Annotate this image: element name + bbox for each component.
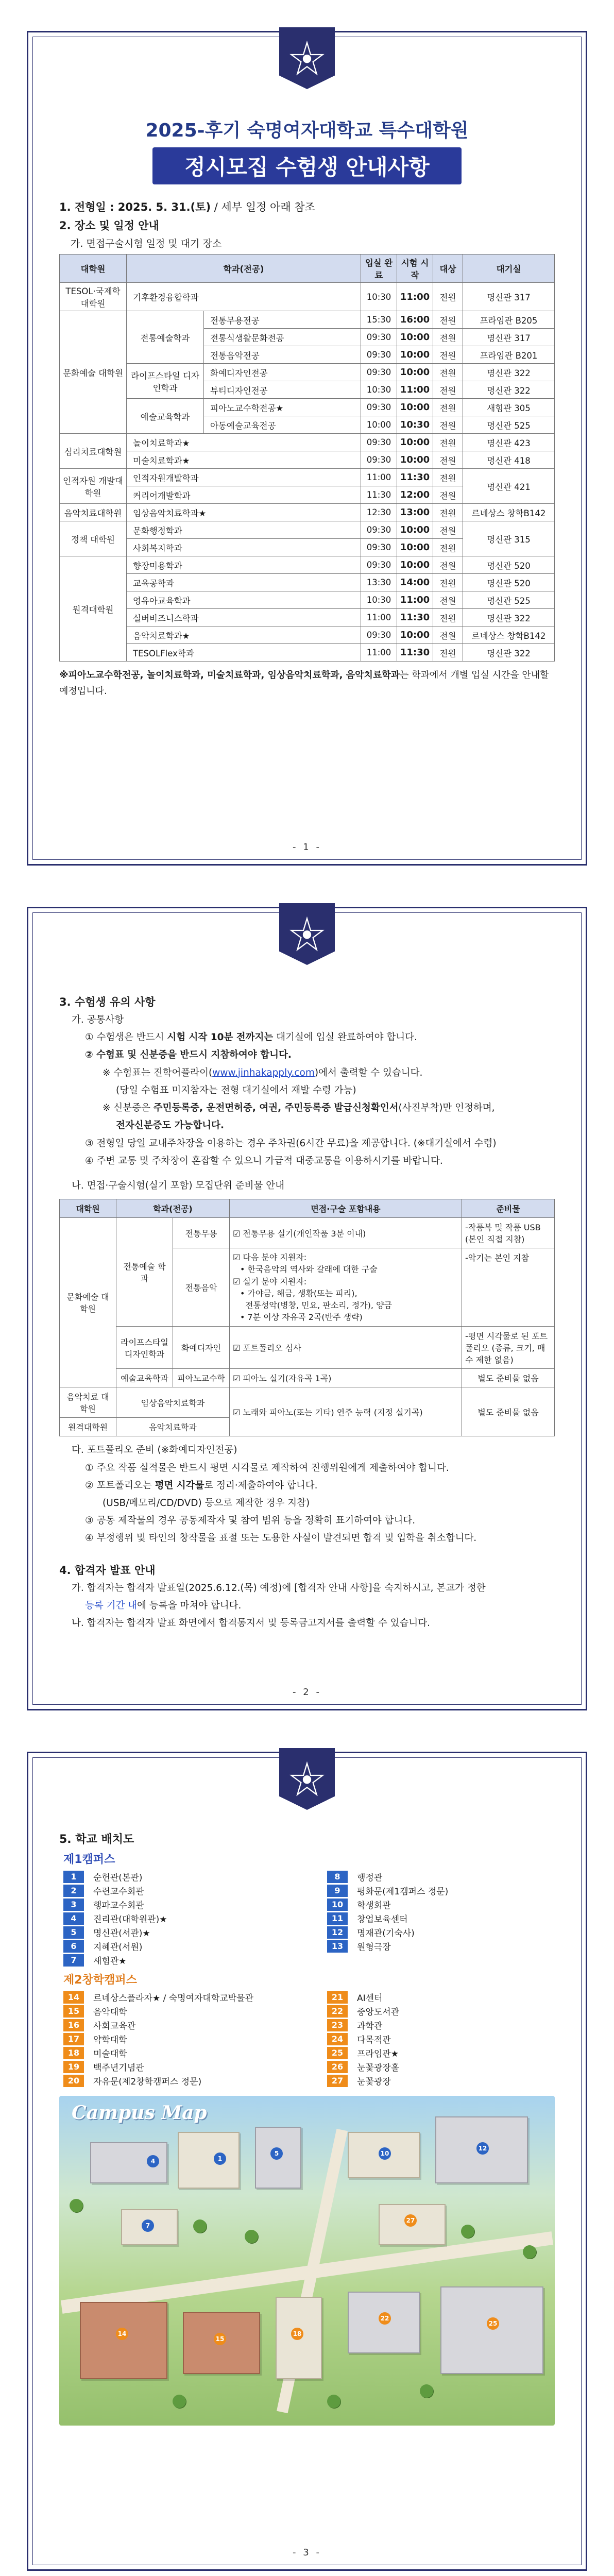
building-number-badge: 16 [63, 2019, 84, 2031]
building-number-badge: 26 [327, 2061, 348, 2073]
portfolio-note-3: ③ 공동 제작물의 경우 공동제작자 및 참여 범위 등을 정확히 표기하여야 합니다. [85, 1515, 416, 1527]
building-name: 진리관(대학원관)★ [93, 1914, 167, 1925]
building-number-badge: 10 [327, 1899, 348, 1911]
building-name: AI센터 [357, 1993, 383, 2004]
map-marker-4[interactable]: 4 [147, 2155, 159, 2167]
table-row: 미술치료학과★ 09:30 10:00 전원 명신관 418 [60, 451, 555, 469]
col-start: 시험 시작 [397, 255, 433, 283]
building-number-badge: 3 [63, 1899, 84, 1911]
map-tree [420, 2384, 433, 2398]
prep-heading: 나. 면접·구술시험(실기 포함) 모집단위 준비물 안내 [72, 1180, 285, 1191]
table-row: 사회복지학과 09:30 10:00 전원 [60, 539, 555, 556]
table-row: 전통음악 ☑ 다음 분야 지원자: • 한국음악의 역사와 갈래에 대한 구술 ☑ 실기 분야 지원자: • 가야금, 해금, 생황(또는 피리), 전통성악(병창, 민요, 판소리, 정가), 양금 • 7분 이상 자유곡 2곡(반주 생략) -악기는 본인 지참 [60, 1248, 555, 1327]
building-name: 수련교수회관 [93, 1887, 144, 1897]
table-row: 뷰티디자인전공 10:30 11:00 전원 명신관 322 [60, 381, 555, 399]
building-list-item [63, 1953, 291, 1967]
map-marker-25[interactable]: 25 [487, 2317, 499, 2330]
building-list-item [63, 1884, 291, 1897]
common-notes-heading: 가. 공통사항 [72, 1014, 124, 1025]
table-row: TESOL·국제학 대학원 기후환경융합학과 10:30 11:00 전원 명신관 317 [60, 283, 555, 311]
note-3: ③ 전형일 당일 교내주차장을 이용하는 경우 주차권(6시간 무료)을 제공합니다. (※대기실에서 수령) [85, 1138, 497, 1149]
building-number-badge: 18 [63, 2047, 84, 2059]
building-list-item [327, 2060, 555, 2074]
campus-map [59, 2096, 555, 2426]
col-waiting-room: 대기실 [463, 255, 555, 283]
table-row: 전통식생활문화전공 09:30 10:00 전원 명신관 317 [60, 329, 555, 346]
building-name: 르네상스플라자★ / 숙명여자대학교박물관 [93, 1993, 253, 2004]
building-number-badge: 13 [327, 1940, 348, 1953]
table-row: 음악치료대학원 임상음악치료학과★ 12:30 13:00 전원 르네상스 창학B142 [60, 504, 555, 521]
map-marker-1[interactable]: 1 [214, 2153, 226, 2165]
building-list-item [327, 2018, 555, 2032]
table-row: 음악치료 대학원 임상음악치료학과 ☑ 노래와 피아노(또는 기타) 연주 능력 (지정 실기곡) 별도 준비물 없음 [60, 1387, 555, 1418]
building-name: 미술대학 [93, 2049, 127, 2059]
jinhakapply-link[interactable]: www.jinhakapply.com [212, 1067, 315, 1078]
col-graduate-school: 대학원 [60, 255, 127, 283]
building-number-badge: 19 [63, 2061, 84, 2073]
map-building [80, 2302, 167, 2379]
map-tree [70, 2199, 83, 2212]
building-number-badge: 25 [327, 2047, 348, 2059]
map-marker-22[interactable]: 22 [379, 2312, 391, 2325]
results-note-1: 가. 합격자는 합격자 발표일(2025.6.12.(목) 예정)에 [합격자 안내 사항]을 숙지하시고, 본교가 정한 [72, 1582, 486, 1594]
results-note-1-cont: 등록 기간 내에 등록을 마쳐야 합니다. [85, 1600, 242, 1611]
building-name: 백주년기념관 [93, 2063, 144, 2073]
notes-heading: 3. 수험생 유의 사항 [59, 996, 156, 1008]
table-row: 영유아교육학과 10:30 11:00 전원 명신관 525 [60, 591, 555, 609]
map-tree [173, 2395, 186, 2408]
table-row: 정책 대학원 문화행정학과 09:30 10:00 전원 명신관 315 [60, 521, 555, 539]
building-name: 음악대학 [93, 2007, 127, 2018]
building-list-item [63, 1939, 291, 1953]
portfolio-heading: 다. 포트폴리오 준비 (※화예디자인전공) [72, 1445, 237, 1456]
schedule-footnote: ※피아노교수학전공, 놀이치료학과, 미술치료학과, 임상음악치료학과, 음악치료학과는 학과에서 개별 입실 시간을 안내할 예정입니다. [59, 670, 549, 697]
map-marker-14[interactable]: 14 [116, 2328, 128, 2340]
interview-schedule-subheading: 가. 면접구술시험 일정 및 대기 장소 [71, 238, 222, 249]
table-row: 아동예술교육전공 10:00 10:30 전원 명신관 525 [60, 416, 555, 434]
table-row: 교육공학과 13:30 14:00 전원 명신관 520 [60, 574, 555, 591]
building-number-badge: 27 [327, 2075, 348, 2087]
note-2-id: ※ 신분증은 주민등록증, 운전면허증, 여권, 주민등록증 발급신청확인서(사진부착)만 인정하며, [103, 1103, 495, 1114]
building-list-item [63, 2018, 291, 2032]
campus-map-title: Campus Map [72, 2102, 207, 2124]
building-number-badge: 14 [63, 1991, 84, 2004]
building-list-item [63, 2060, 291, 2074]
campus-1-heading: 제1캠퍼스 [63, 1853, 115, 1866]
place-schedule-heading: 2. 장소 및 일정 안내 [59, 219, 159, 232]
note-2-ticket-detail: (당일 수험표 미지참자는 전형 대기실에서 재발 수령 가능) [116, 1084, 356, 1096]
building-name: 지혜관(서원) [93, 1942, 143, 1953]
building-list-item [327, 2004, 555, 2018]
table-row: 문화예술 대학원 전통예술 학과 전통무용 ☑ 전통무용 실기(개인작품 3분 이내) -작품복 및 작품 USB (본인 직접 지참) [60, 1218, 555, 1248]
exam-date: 1. 전형일 : 2025. 5. 31.(토) / 세부 일정 아래 참조 [59, 201, 315, 213]
building-list-item [327, 1870, 555, 1884]
col-checkin: 입실 완료 [361, 255, 397, 283]
building-list-item [63, 2046, 291, 2060]
building-number-badge: 12 [327, 1926, 348, 1939]
note-2-ticket: ※ 수험표는 진학어플라이(www.jinhakapply.com)에서 출력할 수 있습니다. [103, 1067, 423, 1078]
campus-2-right-column [327, 1990, 555, 2088]
building-list-item [327, 2046, 555, 2060]
building-number-badge: 23 [327, 2019, 348, 2031]
building-number-badge: 22 [327, 2005, 348, 2018]
preparation-table [59, 1199, 555, 1436]
building-number-badge: 15 [63, 2005, 84, 2018]
building-name: 명신관(서관)★ [93, 1928, 150, 1939]
table-row: 라이프스타일 디자인학과 화예디자인 ☑ 포트폴리오 심사 -평면 시각물로 된 포트폴리오 (종류, 크기, 매수 제한 없음) [60, 1327, 555, 1369]
building-number-badge: 11 [327, 1912, 348, 1925]
building-name: 눈꽃광장홀 [357, 2063, 400, 2073]
map-tree [461, 2225, 474, 2238]
map-building [178, 2132, 240, 2189]
map-marker-15[interactable]: 15 [214, 2333, 226, 2345]
building-number-badge: 4 [63, 1912, 84, 1925]
university-emblem [279, 903, 335, 965]
building-number-badge: 9 [327, 1885, 348, 1897]
page-number: - 2 - [293, 1687, 321, 1698]
building-name: 명재관(기숙사) [357, 1928, 415, 1939]
building-list-item [327, 1990, 555, 2004]
building-list-item [327, 2074, 555, 2088]
map-marker-18[interactable]: 18 [291, 2328, 303, 2340]
building-list-item [327, 1884, 555, 1897]
star-emblem-icon [289, 916, 325, 952]
building-name: 행정관 [357, 1873, 383, 1883]
map-tree [245, 2230, 258, 2243]
map-building [440, 2286, 543, 2374]
building-name: 과학관 [357, 2021, 383, 2031]
campus-2-left-column [63, 1990, 291, 2088]
table-row: TESOLFlex학과 11:00 11:30 전원 명신관 322 [60, 644, 555, 662]
building-list-item [327, 1925, 555, 1939]
building-name: 평화문(제1캠퍼스 정문) [357, 1887, 449, 1897]
building-list-item [327, 1911, 555, 1925]
page-number: - 3 - [293, 2547, 321, 2558]
table-row: 예술교육학과 피아노교수학전공★ 09:30 10:00 전원 새힘관 305 [60, 399, 555, 416]
star-emblem-icon [289, 40, 325, 76]
building-name: 창업보육센터 [357, 1914, 408, 1925]
building-name: 자유문(제2창학캠퍼스 정문) [93, 2077, 202, 2087]
portfolio-note-4: ④ 부정행위 및 타인의 창작물을 표절 또는 도용한 사실이 발견되면 합격 및 입학을 취소합니다. [85, 1533, 477, 1544]
building-number-badge: 1 [63, 1871, 84, 1883]
results-heading: 4. 합격자 발표 안내 [59, 1564, 156, 1577]
building-list-item [63, 2004, 291, 2018]
star-emblem-icon [289, 1761, 325, 1797]
map-tree [327, 2395, 340, 2408]
building-name: 원형극장 [357, 1942, 391, 1953]
page-3 [27, 1752, 587, 2571]
map-marker-5[interactable]: 5 [270, 2147, 283, 2160]
building-number-badge: 17 [63, 2033, 84, 2045]
building-number-badge: 8 [327, 1871, 348, 1883]
building-name: 눈꽃광장 [357, 2077, 391, 2087]
table-row: 인적자원 개발대학원 인적자원개발학과 11:00 11:30 전원 명신관 421 [60, 469, 555, 486]
building-list-item [327, 2032, 555, 2046]
campus-layout-heading: 5. 학교 배치도 [59, 1833, 134, 1846]
note-4: ④ 주변 교통 및 주차장이 혼잡할 수 있으니 가급적 대중교통을 이용하시기를 바랍니다. [85, 1155, 443, 1166]
university-emblem [279, 27, 335, 89]
page-number: - 1 - [293, 842, 321, 853]
table-row: 원격대학원 음악치료학과 [60, 1418, 555, 1436]
building-number-badge: 20 [63, 2075, 84, 2087]
building-list-item [63, 2074, 291, 2088]
building-name: 다목적관 [357, 2035, 391, 2045]
campus-1-right-column [327, 1870, 555, 1967]
building-list-item [63, 1911, 291, 1925]
table-header-row [60, 255, 555, 283]
building-list-item [63, 1925, 291, 1939]
exam-schedule-table [59, 254, 555, 662]
building-name: 중앙도서관 [357, 2007, 400, 2018]
table-row: 실버비즈니스학과 11:00 11:30 전원 명신관 322 [60, 609, 555, 626]
map-marker-10[interactable]: 10 [379, 2147, 391, 2160]
map-marker-27[interactable]: 27 [404, 2214, 417, 2227]
results-note-2: 나. 합격자는 합격자 발표 화면에서 합격통지서 및 등록금고지서를 출력할 수 있습니다. [72, 1618, 431, 1629]
university-emblem [279, 1748, 335, 1810]
campus-1-left-column [63, 1870, 291, 1967]
building-number-badge: 5 [63, 1926, 84, 1939]
building-name: 학생회관 [357, 1901, 391, 1911]
table-row: 음악치료학과★ 09:30 10:00 전원 르네상스 창학B142 [60, 626, 555, 644]
building-number-badge: 24 [327, 2033, 348, 2045]
map-marker-7[interactable]: 7 [142, 2219, 154, 2232]
map-marker-12[interactable]: 12 [476, 2142, 489, 2155]
building-list-item [63, 1870, 291, 1884]
campus-2-heading: 제2창학캠퍼스 [63, 1974, 137, 1987]
portfolio-note-2: ② 포트폴리오는 평면 시각물로 정리·제출하여야 합니다. [85, 1480, 318, 1491]
building-number-badge: 6 [63, 1940, 84, 1953]
document-subtitle: 2025-후기 숙명여자대학교 특수대학원 [145, 120, 469, 141]
table-header-row: 대학원 학과(전공) 면접·구술 포함내용 준비물 [60, 1199, 555, 1218]
portfolio-note-1: ① 주요 작품 실적물은 반드시 평면 시각물로 제작하여 진행위원에게 제출하여야 합니다. [85, 1462, 449, 1473]
page-2 [27, 907, 587, 1710]
table-row: 커리어개발학과 11:30 12:00 전원 [60, 486, 555, 504]
campus-2-building-list [63, 1990, 555, 2088]
building-name: 순헌관(본관) [93, 1873, 143, 1883]
building-list-item [327, 1939, 555, 1953]
building-name: 약학대학 [93, 2035, 127, 2045]
page-1 [27, 31, 587, 866]
building-list-item [63, 1897, 291, 1911]
col-department: 학과(전공) [127, 255, 361, 283]
campus-1-building-list [63, 1870, 555, 1967]
building-number-badge: 7 [63, 1954, 84, 1967]
building-list-item [63, 1990, 291, 2004]
building-name: 행파교수회관 [93, 1901, 144, 1911]
note-2-id-detail: 전자신분증도 가능합니다. [116, 1120, 225, 1131]
building-name: 사회교육관 [93, 2021, 136, 2031]
note-2: ② 수험표 및 신분증을 반드시 지참하여야 합니다. [85, 1049, 292, 1061]
table-row: 심리치료대학원 놀이치료학과★ 09:30 10:00 전원 명신관 423 [60, 434, 555, 451]
building-number-badge: 2 [63, 1885, 84, 1897]
note-1: ① 수험생은 반드시 시험 시작 10분 전까지는 대기실에 입실 완료하여야 합니다. [85, 1032, 417, 1043]
col-target: 대상 [433, 255, 463, 283]
building-name: 프라임관★ [357, 2049, 399, 2059]
table-row: 원격대학원 향장미용학과 09:30 10:00 전원 명신관 520 [60, 556, 555, 574]
map-tree [193, 2219, 207, 2233]
table-row: 예술교육학과 피아노교수학 ☑ 피아노 실기(자유곡 1곡) 별도 준비물 없음 [60, 1369, 555, 1387]
table-row: 문화예술 대학원 전통예술학과 전통무용전공 15:30 16:00 전원 프라임관 B205 [60, 311, 555, 329]
table-row: 전통음악전공 09:30 10:00 전원 프라임관 B201 [60, 346, 555, 364]
table-row: 라이프스타일 디자인학과 화예디자인전공 09:30 10:00 전원 명신관 322 [60, 364, 555, 381]
building-list-item [327, 1897, 555, 1911]
building-list-item [63, 2032, 291, 2046]
map-tree [523, 2245, 536, 2259]
building-number-badge: 21 [327, 1991, 348, 2004]
building-name: 새힘관★ [93, 1956, 127, 1967]
document-title: 정시모집 수험생 안내사항 [152, 147, 462, 184]
portfolio-note-2-detail: (USB/메모리/CD/DVD) 등으로 제작한 경우 지참) [103, 1497, 310, 1509]
